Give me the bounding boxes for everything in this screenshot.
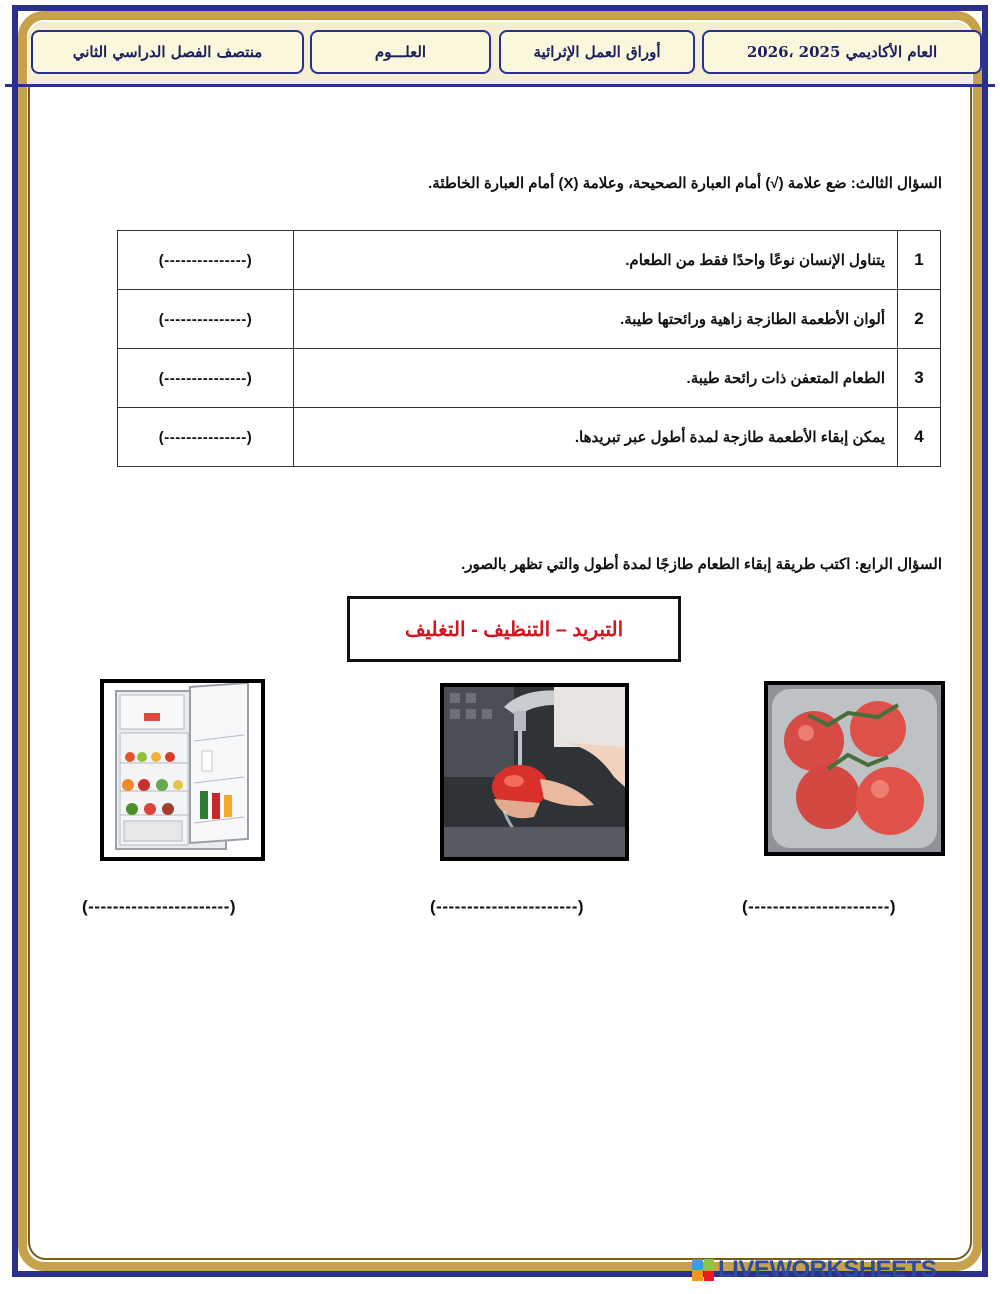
word-bank-box: التبريد – التنظيف - التغليف — [347, 596, 681, 662]
header-term: منتصف الفصل الدراسي الثاني — [31, 30, 304, 74]
answer-blank[interactable]: (---------------) — [118, 349, 294, 408]
question3-title: السؤال الثالث: ضع علامة (√) أمام العبارة الصحيحة، وعلامة (X) أمام العبارة الخاطئة. — [428, 175, 942, 192]
refrigerator-image — [100, 679, 265, 861]
answer-blank[interactable]: (---------------) — [118, 408, 294, 467]
answer-blank[interactable]: (---------------) — [118, 290, 294, 349]
row-number: 4 — [898, 408, 941, 467]
statement: يمكن إبقاء الأطعمة طازجة لمدة أطول عبر تبريدها. — [294, 408, 898, 467]
table-row — [118, 408, 941, 467]
header-academic-year: العام الأكاديمي 2025 ،2026 — [702, 30, 982, 74]
washing-tomato-image — [440, 683, 629, 861]
wrapped-tomatoes-image — [764, 681, 945, 856]
statement: الطعام المتعفن ذات رائحة طيبة. — [294, 349, 898, 408]
true-false-table — [117, 230, 941, 467]
table-row — [118, 349, 941, 408]
row-number: 2 — [898, 290, 941, 349]
row-number: 1 — [898, 231, 941, 290]
answer-blank-tomatoes[interactable]: (-----------------------) — [742, 897, 897, 916]
header-divider — [5, 84, 995, 87]
table-row — [118, 231, 941, 290]
answer-blank-washing[interactable]: (-----------------------) — [430, 897, 585, 916]
header-worksheet-type: أوراق العمل الإثرائية — [499, 30, 695, 74]
table-row — [118, 290, 941, 349]
brand-text: LIVEWORKSHEETS — [718, 1256, 937, 1283]
liveworksheets-logo-icon — [692, 1259, 714, 1281]
answer-blank-refrigerator[interactable]: (-----------------------) — [82, 897, 237, 916]
liveworksheets-brand — [692, 1256, 992, 1284]
statement: يتناول الإنسان نوعًا واحدًا فقط من الطعام. — [294, 231, 898, 290]
header-subject: العلـــوم — [310, 30, 491, 74]
question4-title: السؤال الرابع: اكتب طريقة إبقاء الطعام طازجًا لمدة أطول والتي تظهر بالصور. — [461, 556, 942, 573]
row-number: 3 — [898, 349, 941, 408]
answer-blank[interactable]: (---------------) — [118, 231, 294, 290]
statement: ألوان الأطعمة الطازجة زاهية ورائحتها طيبة. — [294, 290, 898, 349]
